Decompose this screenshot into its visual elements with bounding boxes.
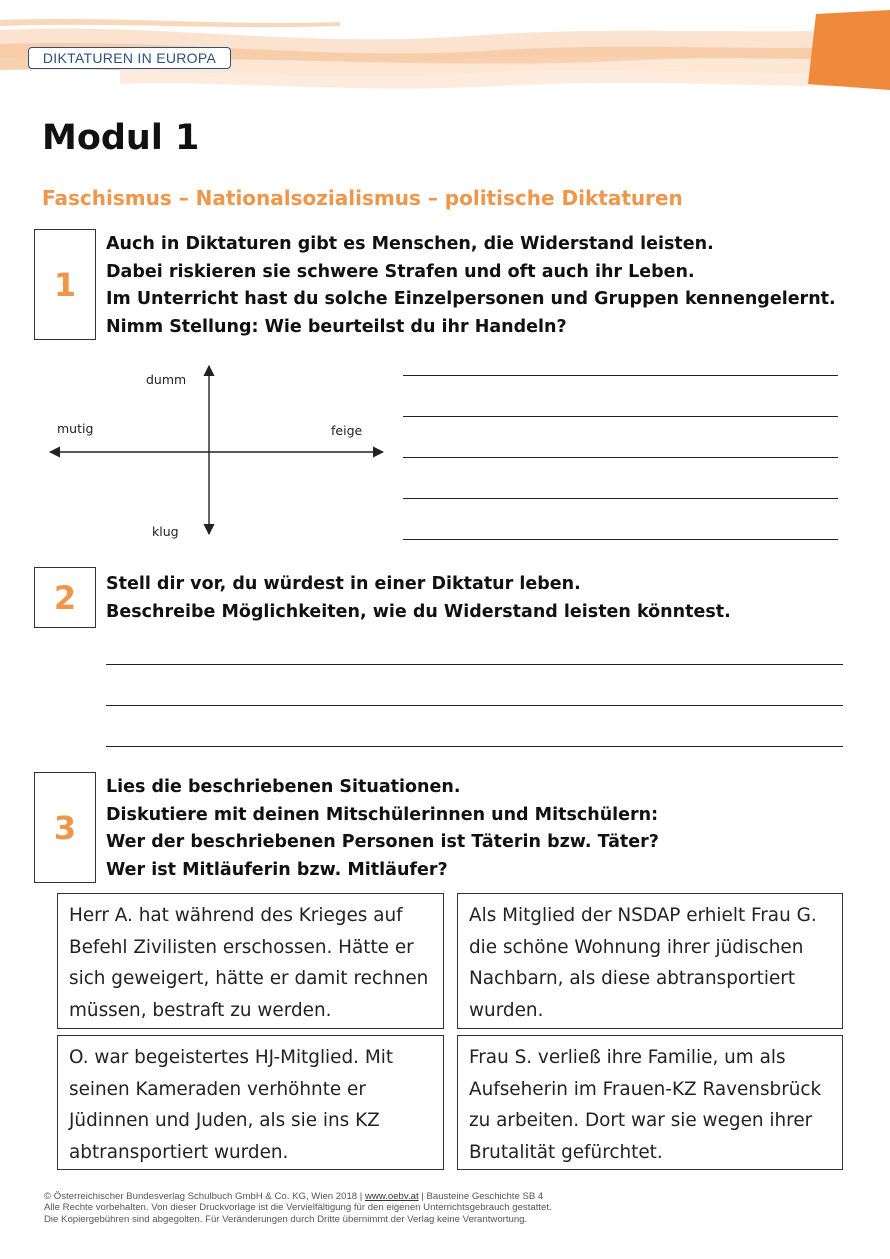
situation-text-line: O. war begeistertes HJ-Mitglied. Mit [69, 1047, 394, 1068]
situation-text-line: Frau S. verließ ihre Familie, um als [469, 1047, 786, 1068]
task-1-line: Dabei riskieren sie schwere Strafen und oft auch ihr Leben. [106, 261, 695, 282]
task-3-line: Lies die beschriebenen Situationen. [106, 777, 461, 797]
answer-line[interactable] [403, 457, 838, 458]
task-2-instructions [106, 571, 731, 626]
footer-book-title: | Bausteine Geschichte SB 4 [418, 1191, 544, 1202]
situation-text-line: Herr A. hat während des Krieges auf [69, 905, 403, 926]
footer-copyright: © Österreichischer Bundesverlag Schulbuch GmbH & Co. KG, Wien 2018 | [44, 1191, 365, 1202]
axis-label-top: dumm [146, 372, 187, 387]
axis-label-left: mutig [57, 421, 94, 436]
situation-text-line: sich geweigert, hätte er damit rechnen [69, 968, 429, 989]
situation-text-line: zu arbeiten. Dort war sie wegen ihrer [469, 1110, 813, 1131]
task-2-line: Stell dir vor, du würdest in einer Diktatur leben. [106, 574, 581, 594]
answer-line[interactable] [403, 498, 838, 499]
task-1-line: Auch in Diktaturen gibt es Menschen, die Widerstand leisten. [106, 234, 714, 254]
task-1-line: Im Unterricht hast du solche Einzelpersonen und Gruppen kennengelernt. [106, 289, 836, 309]
task-3-line: Wer der beschriebenen Personen ist Täterin bzw. Täter? [106, 832, 659, 852]
situation-text-line: Nachbarn, als diese abtransportiert [469, 968, 796, 989]
situation-card [57, 1035, 444, 1170]
footer-line-1 [44, 1191, 552, 1202]
situation-card [457, 893, 843, 1029]
answer-line[interactable] [403, 539, 838, 540]
task-3-line: Diskutiere mit deinen Mitschülerinnen und Mitschülern: [106, 804, 659, 825]
situation-text-line: wurden. [469, 999, 544, 1021]
answer-line[interactable] [106, 705, 843, 706]
task-number-1: 1 [34, 229, 96, 340]
situation-text-line: seinen Kameraden verhöhnte er [69, 1078, 366, 1100]
assessment-axis-diagram [0, 0, 890, 560]
page-title: Modul 1 [42, 118, 200, 158]
answer-line[interactable] [403, 375, 838, 376]
axis-label-right: feige [331, 423, 363, 438]
answer-line[interactable] [106, 664, 843, 665]
situation-text-line: Jüdinnen und Juden, als sie ins KZ [69, 1110, 380, 1131]
task-3-instructions [106, 774, 659, 884]
footer-line-3: Die Kopiergebühren sind abgegolten. Für Veränderungen durch Dritte übernimmt der Verlag keine Verantwortung. [44, 1213, 528, 1225]
situation-text-line: die schöne Wohnung ihrer jüdischen [469, 936, 804, 958]
answer-line[interactable] [106, 746, 843, 747]
copyright-footer [44, 1191, 552, 1225]
task-2-line: Beschreibe Möglichkeiten, wie du Widerstand leisten könntest. [106, 601, 731, 622]
publisher-link[interactable]: www.oebv.at [364, 1191, 419, 1202]
footer-line-2: Alle Rechte vorbehalten. Von dieser Druckvorlage ist die Vervielfältigung für den eigenen Unterrichtsgebrauch gestattet. [44, 1202, 552, 1214]
situation-text-line: Brutalität gefürchtet. [469, 1141, 663, 1163]
axis-label-bottom: klug [152, 524, 179, 539]
situation-text-line: Als Mitglied der NSDAP erhielt Frau G. [469, 905, 817, 926]
answer-line[interactable] [403, 416, 838, 417]
task-1-line: Nimm Stellung: Wie beurteilst du ihr Handeln? [106, 316, 567, 337]
situation-text-line: Befehl Zivilisten erschossen. Hätte er [69, 936, 414, 958]
series-tag: DIKTATUREN IN EUROPA [28, 47, 231, 69]
situation-card [457, 1035, 843, 1170]
task-number-2: 2 [34, 567, 96, 628]
page-subtitle: Faschismus – Nationalsozialismus – politische Diktaturen [42, 186, 683, 210]
situation-text-line: müssen, bestraft zu werden. [69, 999, 332, 1021]
situation-text-line: abtransportiert wurden. [69, 1141, 289, 1163]
task-3-line: Wer ist Mitläuferin bzw. Mitläufer? [106, 859, 448, 880]
situation-text-line: Aufseherin im Frauen-KZ Ravensbrück [469, 1078, 822, 1100]
situation-card [57, 893, 444, 1029]
task-number-3: 3 [34, 772, 96, 883]
